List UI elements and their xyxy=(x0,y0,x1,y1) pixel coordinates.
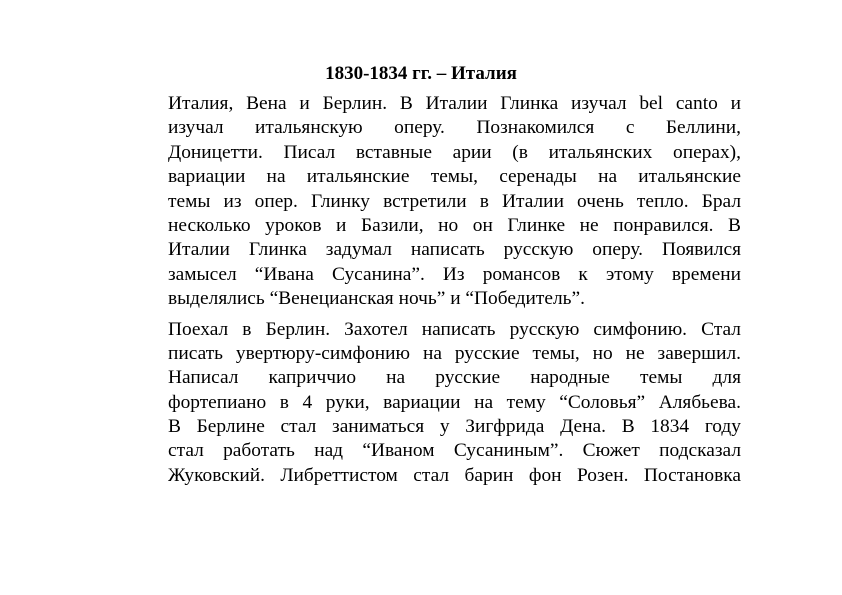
text-line: стал работать над “Иваном Сусаниным”. Сюжет подсказал xyxy=(168,440,741,462)
document-body xyxy=(168,92,741,494)
text-line: Написал каприччио на русские народные темы для xyxy=(168,367,741,389)
text-line: замысел “Ивана Сусанина”. Из романсов к этому времени xyxy=(168,263,741,285)
text-line: выделялись “Венецианская ночь” и “Победитель”. xyxy=(168,288,585,310)
text-line: фортепиано в 4 руки, вариации на тему “Соловья” Алябьева. xyxy=(168,391,741,413)
text-line: Италия, Вена и Берлин. В Италии Глинка изучал bel canto и xyxy=(168,93,741,114)
text-line: Поехал в Берлин. Захотел написать русскую симфонию. Стал xyxy=(168,318,741,340)
text-line: темы из опер. Глинку встретили в Италии очень тепло. Брал xyxy=(168,190,741,212)
paragraph-italy xyxy=(168,92,741,312)
page-title: 1830-1834 гг. – Италия xyxy=(325,63,517,84)
text-line: писать увертюру-симфонию на русские темы, но не завершил. xyxy=(168,342,741,364)
text-line: Италии Глинка задумал написать русскую оперу. Появился xyxy=(168,239,741,261)
paragraph-berlin xyxy=(168,318,741,489)
text-line: Жуковский. Либреттистом стал барин фон Розен. Постановка xyxy=(168,464,741,486)
text-line: В Берлине стал заниматься у Зигфрида Дена. В 1834 году xyxy=(168,416,741,438)
text-line: вариации на итальянские темы, серенады на итальянские xyxy=(168,166,741,188)
text-line: несколько уроков и Базили, но он Глинке не понравился. В xyxy=(168,214,741,236)
text-line: изучал итальянскую оперу. Познакомился с Беллини, xyxy=(168,117,741,139)
text-line: Доницетти. Писал вставные арии (в итальянских операх), xyxy=(168,141,741,163)
